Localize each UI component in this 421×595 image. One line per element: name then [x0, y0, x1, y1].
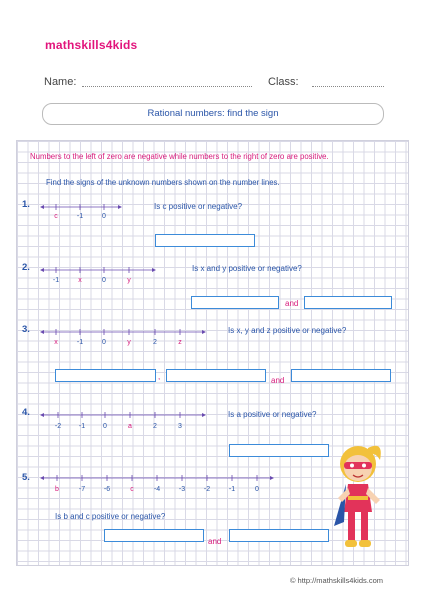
q4-text: Is a positive or negative? [228, 410, 317, 419]
q3-tick-label: 0 [102, 339, 106, 346]
class-label: Class: [268, 76, 299, 88]
q1-tick-label: -1 [76, 213, 84, 220]
q2-answer-box-1[interactable] [191, 296, 279, 309]
q3-tick-label: 2 [153, 339, 157, 346]
q2-tick-label: 0 [102, 277, 106, 284]
footer-url: © http://mathskills4kids.com [289, 576, 383, 585]
q3-and-label: and [271, 376, 285, 385]
q5-text: Is b and c positive or negative? [55, 512, 166, 521]
q3-tick-label: z [178, 339, 182, 346]
q2-tick-label: -1 [52, 277, 60, 284]
instruction-text: Find the signs of the unknown numbers shown on the number lines. [46, 178, 280, 187]
q3-answer-box-3[interactable] [291, 369, 391, 382]
q3-answer-box-2[interactable] [166, 369, 266, 382]
q2-answer-box-2[interactable] [304, 296, 392, 309]
q2-number: 2. [22, 262, 30, 273]
logo-text: mathskills4kids [45, 38, 138, 52]
q5-tick-label: b [55, 486, 59, 493]
q4-number: 4. [22, 407, 30, 418]
q3-tick-label: y [127, 339, 131, 346]
q4-answer-box[interactable] [229, 444, 329, 457]
name-field[interactable] [82, 86, 252, 87]
q5-tick-label: c [130, 486, 134, 493]
q5-tick-label: -7 [78, 486, 86, 493]
name-label: Name: [44, 76, 77, 88]
q1-number: 1. [22, 199, 30, 210]
q2-text: Is x and y positive or negative? [192, 264, 302, 273]
q3-tick-label: x [54, 339, 58, 346]
q5-number: 5. [22, 472, 30, 483]
q5-tick-label: -3 [178, 486, 186, 493]
intro-text: Numbers to the left of zero are negative while numbers to the right of zero are positive. [30, 152, 329, 161]
site-logo [45, 38, 137, 56]
q5-tick-label: 0 [255, 486, 259, 493]
q1-tick-label: 0 [102, 213, 106, 220]
q3-answer-box-1[interactable] [55, 369, 156, 382]
q1-text: Is c positive or negative? [154, 202, 243, 211]
q4-tick-label: a [128, 423, 132, 430]
q2-tick-label: x [78, 277, 82, 284]
q4-tick-label: 0 [103, 423, 107, 430]
q4-tick-label: -1 [78, 423, 86, 430]
superhero-girl-illustration [328, 438, 394, 556]
q5-answer-box-1[interactable] [104, 529, 204, 542]
q4-tick-label: 2 [153, 423, 157, 430]
q4-tick-label: -2 [54, 423, 62, 430]
q3-number: 3. [22, 324, 30, 335]
q5-answer-box-2[interactable] [229, 529, 329, 542]
q5-tick-label: -2 [203, 486, 211, 493]
q3-text: Is x, y and z positive or negative? [228, 326, 347, 335]
worksheet-title: Rational numbers: find the sign [42, 103, 384, 125]
q1-tick-label: c [54, 213, 58, 220]
q5-tick-label: -4 [153, 486, 161, 493]
q4-tick-label: 3 [178, 423, 182, 430]
q5-tick-label: -1 [228, 486, 236, 493]
q1-answer-box[interactable] [155, 234, 255, 247]
class-field[interactable] [312, 86, 384, 87]
q3-comma-label: , [158, 372, 161, 381]
q2-tick-label: y [127, 277, 131, 284]
q5-tick-label: -6 [103, 486, 111, 493]
q2-and-label: and [285, 299, 299, 308]
q5-and-label: and [208, 537, 222, 546]
q3-tick-label: -1 [76, 339, 84, 346]
